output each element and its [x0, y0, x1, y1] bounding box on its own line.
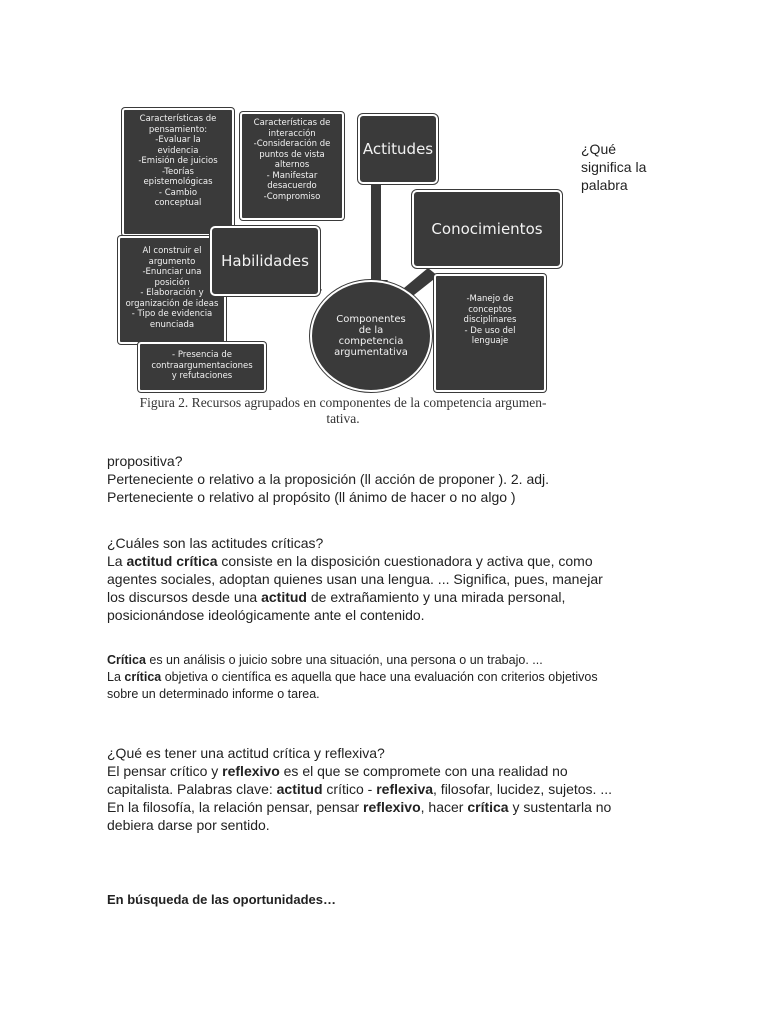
box-conocimientos: Conocimientos	[412, 190, 562, 268]
actitudes-line-2: agentes sociales, adoptan quienes usan una lengua. ... Significa, pues, manejar	[107, 571, 603, 587]
box-habilidades: Habilidades	[210, 226, 320, 296]
reflexiva-line-4: debiera darse por sentido.	[107, 817, 270, 833]
def-line-3: Perteneciente o relativo al propósito (ll ánimo de hacer o no algo )	[107, 489, 516, 505]
side-question: ¿Qué significa la palabra	[581, 141, 647, 193]
reflexiva-line-3: En la filosofía, la relación pensar, pensar reflexivo, hacer crítica y sustentarla no	[107, 799, 612, 815]
circle-componentes: Componentes de la competencia argumentativa	[310, 280, 432, 392]
def-line-2: Perteneciente o relativo a la proposición (ll acción de proponer ). 2. adj.	[107, 471, 550, 487]
reflexiva-line-2: capitalista. Palabras clave: actitud crítico - reflexiva, filosofar, lucidez, sujetos. ...	[107, 781, 613, 797]
box-actitudes: Actitudes	[358, 114, 438, 184]
definition-paragraph	[107, 452, 667, 506]
def-line-1: propositiva?	[107, 453, 183, 469]
arrow-actitudes-shaft	[371, 185, 381, 285]
heading-oportunidades: En búsqueda de las oportunidades…	[107, 892, 336, 907]
reflexiva-paragraph	[107, 744, 667, 834]
figure-diagram	[110, 100, 570, 395]
critica-line-2: La crítica objetiva o científica es aquella que hace una evaluación con criterios objetivos	[107, 670, 598, 684]
box-presencia: - Presencia de contraargumentaciones y refutaciones	[138, 342, 266, 392]
reflexiva-line-1: El pensar crítico y reflexivo es el que se compromete con una realidad no	[107, 763, 568, 779]
box-manejo-conceptos: -Manejo de conceptos disciplinares - De uso del lenguaje	[434, 274, 546, 392]
box-caracteristicas-interaccion: Características de interacción -Consideración de puntos de vista alternos - Manifestar desacuerdo -Compromiso	[240, 112, 344, 220]
box-caracteristicas-pensamiento: Características de pensamiento: -Evaluar la evidencia -Emisión de juicios -Teorías epistemológicas - Cambio conceptual	[122, 108, 234, 236]
actitudes-line-4: posicionándose ideológicamente ante el contenido.	[107, 607, 425, 623]
figure-caption: Figura 2. Recursos agrupados en componentes de la competencia argumen- tativa.	[139, 395, 547, 426]
critica-line-3: sobre un determinado informe o tarea.	[107, 687, 320, 701]
actitudes-question: ¿Cuáles son las actitudes críticas?	[107, 535, 324, 551]
box-construir-argumento: Al construir el argumento -Enunciar una posición - Elaboración y organización de ideas - Tipo de evidencia enunciada	[118, 236, 226, 344]
critica-line-1: Crítica es un análisis o juicio sobre una situación, una persona o un trabajo. ...	[107, 653, 543, 667]
actitudes-line-3: los discursos desde una actitud de extrañamiento y una mirada personal,	[107, 589, 566, 605]
critica-paragraph	[107, 652, 667, 703]
actitudes-paragraph	[107, 534, 667, 624]
actitudes-line-1: La actitud crítica consiste en la disposición cuestionadora y activa que, como	[107, 553, 593, 569]
reflexiva-question: ¿Qué es tener una actitud crítica y reflexiva?	[107, 745, 385, 761]
